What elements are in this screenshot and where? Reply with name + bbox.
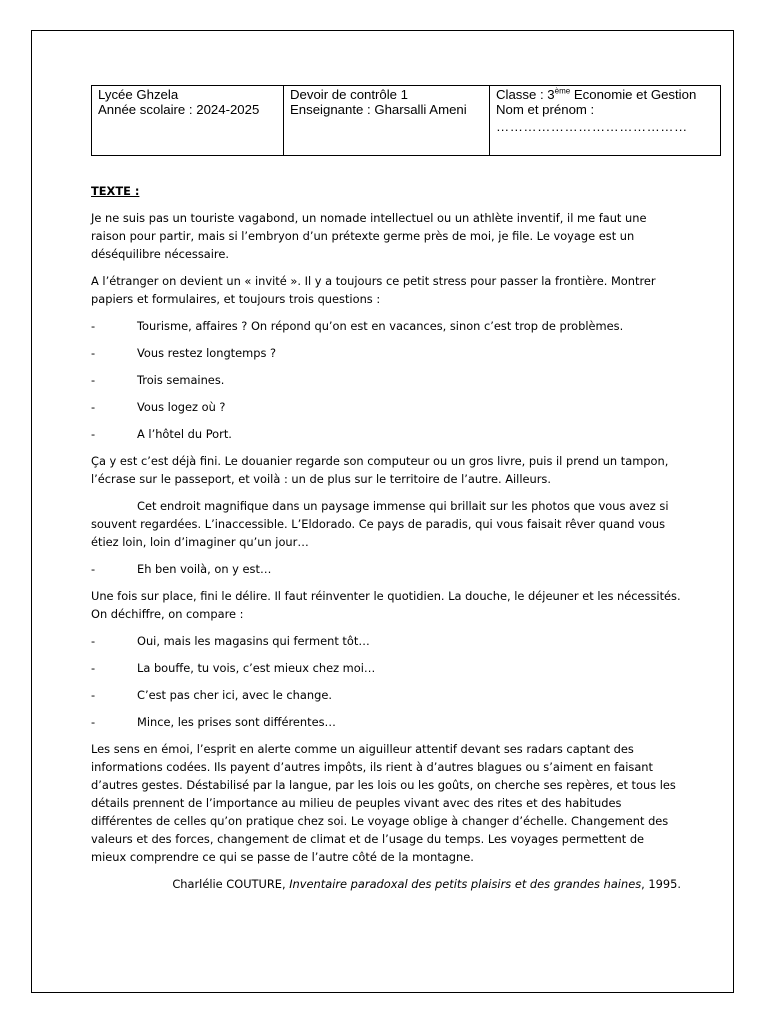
dash-marker: - [91, 346, 96, 360]
paragraph-3: Ça y est c’est déjà fini. Le douanier regarde son computeur ou un gros livre, puis il prend un tampon, l’écrase sur le passeport, et voilà : un de plus sur le territoire de l’autre. Ailleurs. [91, 454, 669, 486]
dash-marker: - [91, 373, 96, 387]
dash-marker: - [91, 319, 96, 333]
class-suffix: Economie et Gestion [570, 87, 697, 102]
dialog-line [91, 713, 681, 731]
dialog-text: A l’hôtel du Port. [137, 427, 232, 441]
dialog-line [91, 659, 681, 677]
dialog-text: Vous logez où ? [137, 400, 226, 414]
dialog-line [91, 371, 681, 389]
dialog-text: C’est pas cher ici, avec le change. [137, 688, 332, 702]
dialog-line [91, 686, 681, 704]
school-year: Année scolaire : 2024-2025 [98, 102, 260, 117]
dialog-line [91, 317, 681, 335]
paragraph-4: Cet endroit magnifique dans un paysage immense qui brillait sur les photos que vous avez si souvent regardées. L’inaccessible. L’Eldorado. Ce pays de paradis, qui vous faisait rêver quand vous étiez loin, loin d’imaginer qu’un jour… [91, 499, 669, 549]
class-superscript: ème [554, 86, 571, 96]
teacher-name: Enseignante : Gharsalli Ameni [290, 102, 467, 117]
dash-marker: - [91, 400, 96, 414]
dialog-line [91, 560, 681, 578]
school-cell [92, 86, 284, 156]
dialog-text: Tourisme, affaires ? On répond qu’on est en vacances, sinon c’est trop de problèmes. [137, 319, 624, 333]
dialog-text: Mince, les prises sont différentes… [137, 715, 336, 729]
dialog-text: Trois semaines. [137, 373, 225, 387]
class-prefix: Classe : 3 [496, 87, 555, 102]
dash-marker: - [91, 688, 96, 702]
paragraph-1: Je ne suis pas un touriste vagabond, un nomade intellectuel ou un athlète inventif, il me faut une raison pour partir, mais si l’embryon d’un prétexte germe près de moi, je file. Le voyage est un déséquilibre nécessaire. [91, 211, 647, 261]
student-cell [490, 86, 721, 156]
dash-marker: - [91, 634, 96, 648]
exam-cell [284, 86, 490, 156]
texte-body [91, 182, 681, 902]
dash-marker: - [91, 715, 96, 729]
class-label [496, 87, 714, 102]
paragraph-5: Une fois sur place, fini le délire. Il faut réinventer le quotidien. La douche, le déjeuner et les nécessités. On déchiffre, on compare : [91, 589, 681, 621]
dialog-text: Eh ben voilà, on y est… [137, 562, 272, 576]
paragraph-2: A l’étranger on devient un « invité ». Il y a toujours ce petit stress pour passer la frontière. Montrer papiers et formulaires, et toujours trois questions : [91, 274, 656, 306]
source-title: Inventaire paradoxal des petits plaisirs et des grandes haines [289, 877, 642, 891]
dialog-line [91, 425, 681, 443]
source-year: , 1995. [641, 877, 681, 891]
header-table [91, 85, 721, 156]
school-name: Lycée Ghzela [98, 87, 179, 102]
dialog-line [91, 632, 681, 650]
name-label: Nom et prénom : [496, 102, 595, 117]
texte-title: TEXTE : [91, 184, 140, 198]
paragraph-6: Les sens en émoi, l’esprit en alerte comme un aiguilleur attentif devant ses radars captant des informations codées. Ils payent d’autres impôts, ils rient à d’autres blagues ou s’aiment en faisant d’autres gestes. Déstabilisé par la langue, par les lois ou les goûts, on cherche ses repères, et tous les détails prennent de l’importance au milieu de peuples vivant avec des rites et des habitudes différentes de celles qu’on pratique chez soi. Le voyage oblige à changer d’échelle. Changement des valeurs et des forces, changement de climat et de l’usage du temps. Les voyages permettent de mieux comprendre ce qui se passe de l’autre côté de la montagne. [91, 742, 676, 864]
exam-title: Devoir de contrôle 1 [290, 87, 409, 102]
dash-marker: - [91, 661, 96, 675]
dash-marker: - [91, 562, 96, 576]
dash-marker: - [91, 427, 96, 441]
source-citation [91, 875, 681, 893]
dialog-line [91, 398, 681, 416]
name-dots: …………………………………… [496, 119, 688, 134]
dialog-line [91, 344, 681, 362]
dialog-text: Oui, mais les magasins qui ferment tôt… [137, 634, 370, 648]
source-author: Charlélie COUTURE, [172, 877, 290, 891]
dialog-text: La bouffe, tu vois, c’est mieux chez moi… [137, 661, 376, 675]
dialog-text: Vous restez longtemps ? [137, 346, 277, 360]
